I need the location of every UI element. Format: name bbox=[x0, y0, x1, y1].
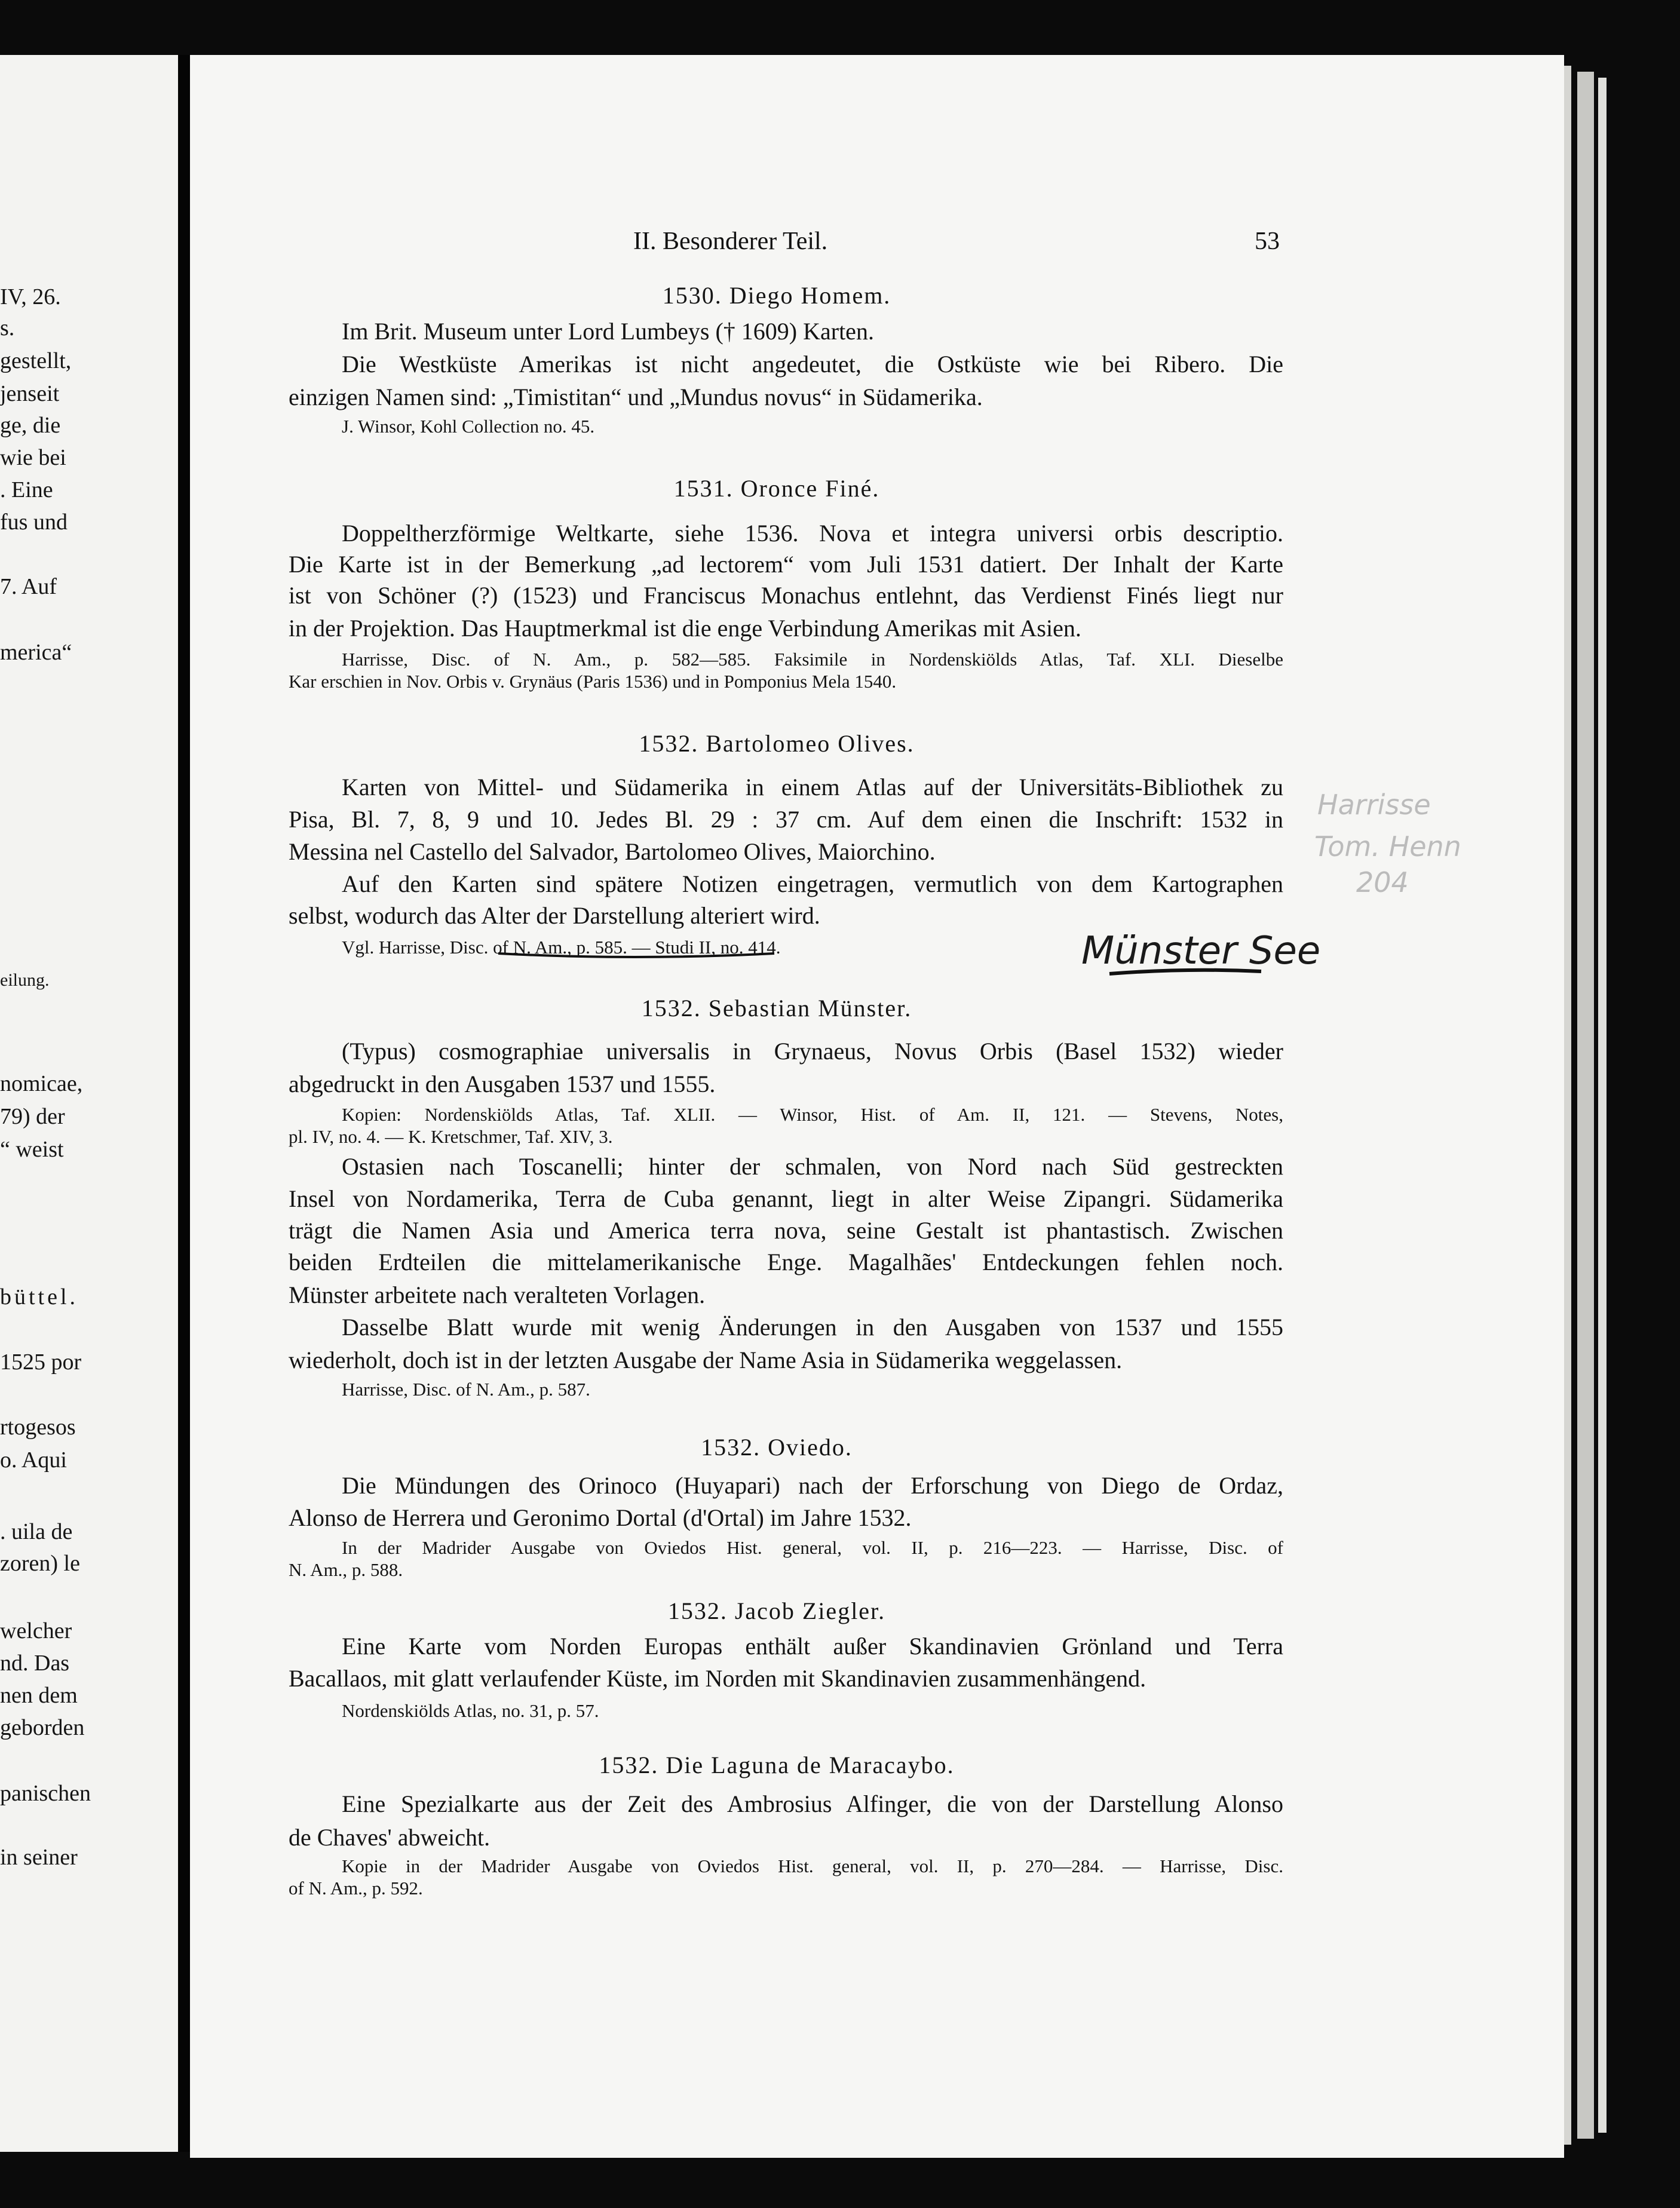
left-page-text: nen dem bbox=[0, 1683, 78, 1708]
left-page-text: merica“ bbox=[0, 640, 72, 665]
left-page-text: 1525 por bbox=[0, 1350, 82, 1375]
left-page-fragment bbox=[0, 55, 178, 2152]
page-edge bbox=[1598, 78, 1607, 2133]
paragraph-line: Insel von Nordamerika, Terra de Cuba genannt, liegt in alter Weise Zipangri. Südamerika bbox=[289, 1185, 1283, 1212]
left-page-text: s. bbox=[0, 315, 15, 341]
paragraph-line: einzigen Namen sind: „Timistitan“ und „Mundus novus“ in Südamerika. bbox=[289, 384, 983, 410]
running-header: II. Besonderer Teil. bbox=[633, 228, 828, 255]
left-page-text: fus und bbox=[0, 510, 68, 535]
section-heading: 1532. Oviedo. bbox=[701, 1434, 853, 1461]
page-edge bbox=[1564, 66, 1571, 2145]
reference-note: Harrisse, Disc. of N. Am., p. 582—585. Faksimile in Nordenskiölds Atlas, Taf. XLI. Dieselbe bbox=[342, 649, 1283, 670]
paragraph-line: trägt die Namen Asia und America terra nova, seine Gestalt ist phantastisch. Zwischen bbox=[289, 1217, 1283, 1244]
page-number: 53 bbox=[1255, 228, 1280, 255]
margin-pencil-note: Harrisse bbox=[1317, 789, 1431, 821]
margin-pencil-note: 204 bbox=[1356, 866, 1409, 898]
reference-note: N. Am., p. 588. bbox=[289, 1559, 403, 1580]
left-page-text: 7. Auf bbox=[0, 574, 57, 599]
left-page-text: ge, die bbox=[0, 413, 61, 438]
paragraph-line: selbst, wodurch das Alter der Darstellung alteriert wird. bbox=[289, 902, 820, 929]
section-heading: 1532. Sebastian Münster. bbox=[641, 995, 912, 1022]
paragraph-line: (Typus) cosmographiae universalis in Grynaeus, Novus Orbis (Basel 1532) wieder bbox=[342, 1038, 1283, 1065]
left-page-text: eilung. bbox=[0, 970, 50, 990]
paragraph-line: Pisa, Bl. 7, 8, 9 und 10. Jedes Bl. 29 : 37 cm. Auf dem einen die Inschrift: 1532 in bbox=[289, 806, 1283, 833]
handwritten-ink-note: Münster See bbox=[1081, 929, 1321, 973]
ink-underline bbox=[1108, 967, 1264, 979]
left-page-text: welcher bbox=[0, 1618, 72, 1643]
left-page-text: 79) der bbox=[0, 1104, 65, 1129]
paragraph-line: Die Westküste Amerikas ist nicht angedeutet, die Ostküste wie bei Ribero. Die bbox=[342, 351, 1283, 378]
reference-note: Nordenskiölds Atlas, no. 31, p. 57. bbox=[342, 1700, 599, 1721]
left-page-text: . Eine bbox=[0, 477, 53, 502]
reference-note: Harrisse, Disc. of N. Am., p. 587. bbox=[342, 1379, 590, 1400]
left-page-text: nd. Das bbox=[0, 1651, 70, 1676]
left-page-text: nomicae, bbox=[0, 1071, 83, 1096]
reference-note: J. Winsor, Kohl Collection no. 45. bbox=[342, 416, 595, 437]
paragraph-line: Die Mündungen des Orinoco (Huyapari) nach der Erforschung von Diego de Ordaz, bbox=[342, 1472, 1283, 1499]
section-heading: 1532. Bartolomeo Olives. bbox=[639, 730, 915, 757]
left-page-text: wie bei bbox=[0, 445, 66, 470]
margin-pencil-note: Tom. Henn bbox=[1314, 830, 1461, 863]
paragraph-line: wiederholt, doch ist in der letzten Ausgabe der Name Asia in Südamerika weggelassen. bbox=[289, 1347, 1123, 1373]
book-gutter bbox=[178, 55, 190, 2152]
paragraph-line: Eine Karte vom Norden Europas enthält außer Skandinavien Grönland und Terra bbox=[342, 1633, 1283, 1660]
left-page-text: . uila de bbox=[0, 1519, 73, 1544]
section-heading: 1531. Oronce Finé. bbox=[673, 475, 880, 502]
reference-note: of N. Am., p. 592. bbox=[289, 1878, 423, 1899]
paragraph-line: Alonso de Herrera und Geronimo Dortal (d'Ortal) im Jahre 1532. bbox=[289, 1504, 912, 1531]
left-page-text: o. Aqui bbox=[0, 1448, 67, 1473]
ink-underline bbox=[496, 950, 777, 962]
paragraph-line: Dasselbe Blatt wurde mit wenig Änderungen in den Ausgaben von 1537 und 1555 bbox=[342, 1314, 1283, 1341]
paragraph-line: beiden Erdteilen die mittelamerikanische Enge. Magalhães' Entdeckungen fehlen noch. bbox=[289, 1249, 1283, 1275]
reference-note: Kopien: Nordenskiölds Atlas, Taf. XLII. — Winsor, Hist. of Am. II, 121. — Stevens, Notes, bbox=[342, 1104, 1283, 1125]
paragraph-line: in der Projektion. Das Hauptmerkmal ist die enge Verbindung Amerikas mit Asien. bbox=[289, 615, 1081, 642]
reference-note: pl. IV, no. 4. — K. Kretschmer, Taf. XIV, 3. bbox=[289, 1126, 613, 1147]
paragraph-line: de Chaves' abweicht. bbox=[289, 1824, 490, 1851]
left-page-text: zoren) le bbox=[0, 1551, 80, 1576]
section-heading: 1532. Die Laguna de Maracaybo. bbox=[599, 1752, 955, 1778]
paragraph-line: Doppeltherzförmige Weltkarte, siehe 1536. Nova et integra universi orbis descriptio. bbox=[342, 520, 1283, 547]
reference-note: Kar erschien in Nov. Orbis v. Grynäus (Paris 1536) und in Pomponius Mela 1540. bbox=[289, 671, 897, 692]
left-page-text: “ weist bbox=[0, 1137, 64, 1162]
left-page-text: büttel. bbox=[0, 1284, 79, 1310]
reference-note: Vgl. Harrisse, Disc. of N. Am., p. 585. — Studi II, no. 414. bbox=[342, 937, 781, 958]
left-page-text: panischen bbox=[0, 1781, 91, 1806]
left-page-text: rtogesos bbox=[0, 1415, 76, 1440]
section-heading: 1530. Diego Homem. bbox=[662, 282, 891, 309]
paragraph-line: Im Brit. Museum unter Lord Lumbeys († 1609) Karten. bbox=[342, 318, 874, 345]
paragraph-line: Messina nel Castello del Salvador, Bartolomeo Olives, Maiorchino. bbox=[289, 838, 936, 865]
page-edge bbox=[1577, 72, 1594, 2139]
paragraph-line: Ostasien nach Toscanelli; hinter der schmalen, von Nord nach Süd gestreckten bbox=[342, 1153, 1283, 1180]
paragraph-line: ist von Schöner (?) (1523) und Franciscus Monachus entlehnt, das Verdienst Finés liegt nur bbox=[289, 582, 1283, 609]
paragraph-line: Bacallaos, mit glatt verlaufender Küste, im Norden mit Skandinavien zusammenhängend. bbox=[289, 1665, 1146, 1692]
left-page-text: in seiner bbox=[0, 1845, 78, 1870]
left-page-text: geborden bbox=[0, 1715, 85, 1740]
paragraph-line: Münster arbeitete nach veralteten Vorlagen. bbox=[289, 1281, 706, 1308]
left-page-text: gestellt, bbox=[0, 348, 72, 373]
left-page-text: jenseit bbox=[0, 381, 60, 406]
paragraph-line: Die Karte ist in der Bemerkung „ad lectorem“ vom Juli 1531 datiert. Der Inhalt der Karte bbox=[289, 551, 1283, 578]
reference-note: In der Madrider Ausgabe von Oviedos Hist. general, vol. II, p. 216—223. — Harrisse, Disc. of bbox=[342, 1537, 1283, 1558]
reference-note: Kopie in der Madrider Ausgabe von Oviedos Hist. general, vol. II, p. 270—284. — Harrisse, Disc. bbox=[342, 1856, 1283, 1876]
left-page-text: IV, 26. bbox=[0, 284, 61, 309]
paragraph-line: abgedruckt in den Ausgaben 1537 und 1555. bbox=[289, 1071, 716, 1097]
paragraph-line: Auf den Karten sind spätere Notizen eingetragen, vermutlich von dem Kartographen bbox=[342, 870, 1283, 897]
paragraph-line: Eine Spezialkarte aus der Zeit des Ambrosius Alfinger, die von der Darstellung Alonso bbox=[342, 1790, 1283, 1817]
section-heading: 1532. Jacob Ziegler. bbox=[667, 1597, 886, 1624]
paragraph-line: Karten von Mittel- und Südamerika in einem Atlas auf der Universitäts-Bibliothek zu bbox=[342, 774, 1283, 801]
